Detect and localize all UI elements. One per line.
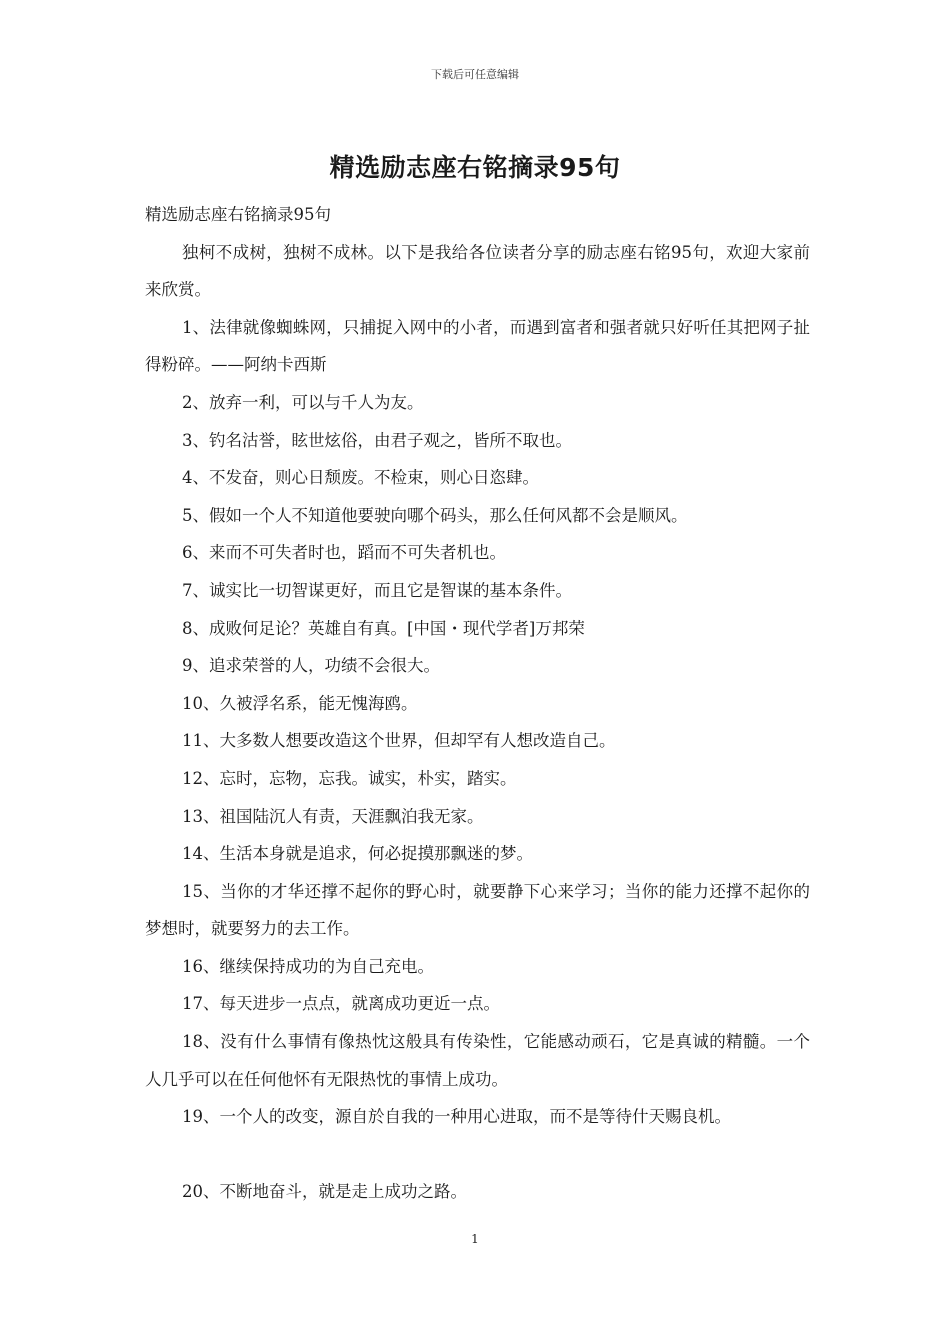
quote-paragraph: 12、忘时，忘物，忘我。诚实，朴实，踏实。 bbox=[182, 768, 517, 788]
quote-paragraph: 4、不发奋，则心日颓废。不检束，则心日恣肆。 bbox=[182, 468, 539, 488]
page-number: 1 bbox=[471, 1232, 479, 1246]
quote-paragraph: 16、继续保持成功的为自己充电。 bbox=[182, 956, 434, 976]
quote-paragraph: 5、假如一个人不知道他要驶向哪个码头，那么任何风都不会是顺风。 bbox=[182, 505, 688, 525]
quote-paragraph: 6、来而不可失者时也，蹈而不可失者机也。 bbox=[182, 543, 506, 563]
quote-paragraph: 10、久被浮名系，能无愧海鸥。 bbox=[182, 693, 418, 713]
quote-paragraph: 14、生活本身就是追求，何必捉摸那飘迷的梦。 bbox=[182, 844, 533, 864]
subtitle-paragraph: 精选励志座右铭摘录95句 bbox=[145, 205, 331, 224]
quote-paragraph: 9、追求荣誉的人，功绩不会很大。 bbox=[182, 656, 440, 676]
document-title: 精选励志座右铭摘录95句 bbox=[329, 153, 621, 182]
intro-paragraph: 独柯不成树，独树不成林。以下是我给各位读者分享的励志座右铭95句，欢迎大家前来欣赏。 bbox=[145, 242, 810, 300]
quote-paragraph: 18、没有什么事情有像热忱这般具有传染性，它能感动顽石，它是真诚的精髓。一个人几乎可以在任何他怀有无限热忱的事情上成功。 bbox=[145, 1032, 810, 1089]
quote-paragraph: 20、不断地奋斗，就是走上成功之路。 bbox=[182, 1182, 467, 1202]
header-note: 下载后可任意编辑 bbox=[431, 68, 519, 81]
quote-paragraph: 15、当你的才华还撑不起你的野心时，就要静下心来学习；当你的能力还撑不起你的梦想时，就要努力的去工作。 bbox=[145, 881, 810, 939]
quote-paragraph: 3、钓名沽誉，眩世炫俗，由君子观之，皆所不取也。 bbox=[182, 430, 572, 450]
document-body bbox=[145, 196, 810, 1211]
quote-paragraph: 11、大多数人想要改造这个世界，但却罕有人想改造自己。 bbox=[182, 731, 616, 751]
quote-paragraph: 13、祖国陆沉人有责，天涯飘泊我无家。 bbox=[182, 806, 484, 826]
blank-line bbox=[145, 1136, 810, 1174]
quote-paragraph: 8、成败何足论？英雄自有真。[中国・现代学者]万邦荣 bbox=[182, 618, 585, 638]
quote-paragraph: 7、诚实比一切智谋更好，而且它是智谋的基本条件。 bbox=[182, 580, 572, 600]
quote-paragraph: 17、每天进步一点点，就离成功更近一点。 bbox=[182, 994, 500, 1014]
quote-paragraph: 19、一个人的改变，源自於自我的一种用心进取，而不是等待什天赐良机。 bbox=[182, 1107, 731, 1127]
quote-paragraph: 1、法律就像蜘蛛网，只捕捉入网中的小者，而遇到富者和强者就只好听任其把网子扯得粉碎。——阿纳卡西斯 bbox=[145, 317, 810, 375]
quote-paragraph: 2、放弃一利，可以与千人为友。 bbox=[182, 392, 424, 412]
